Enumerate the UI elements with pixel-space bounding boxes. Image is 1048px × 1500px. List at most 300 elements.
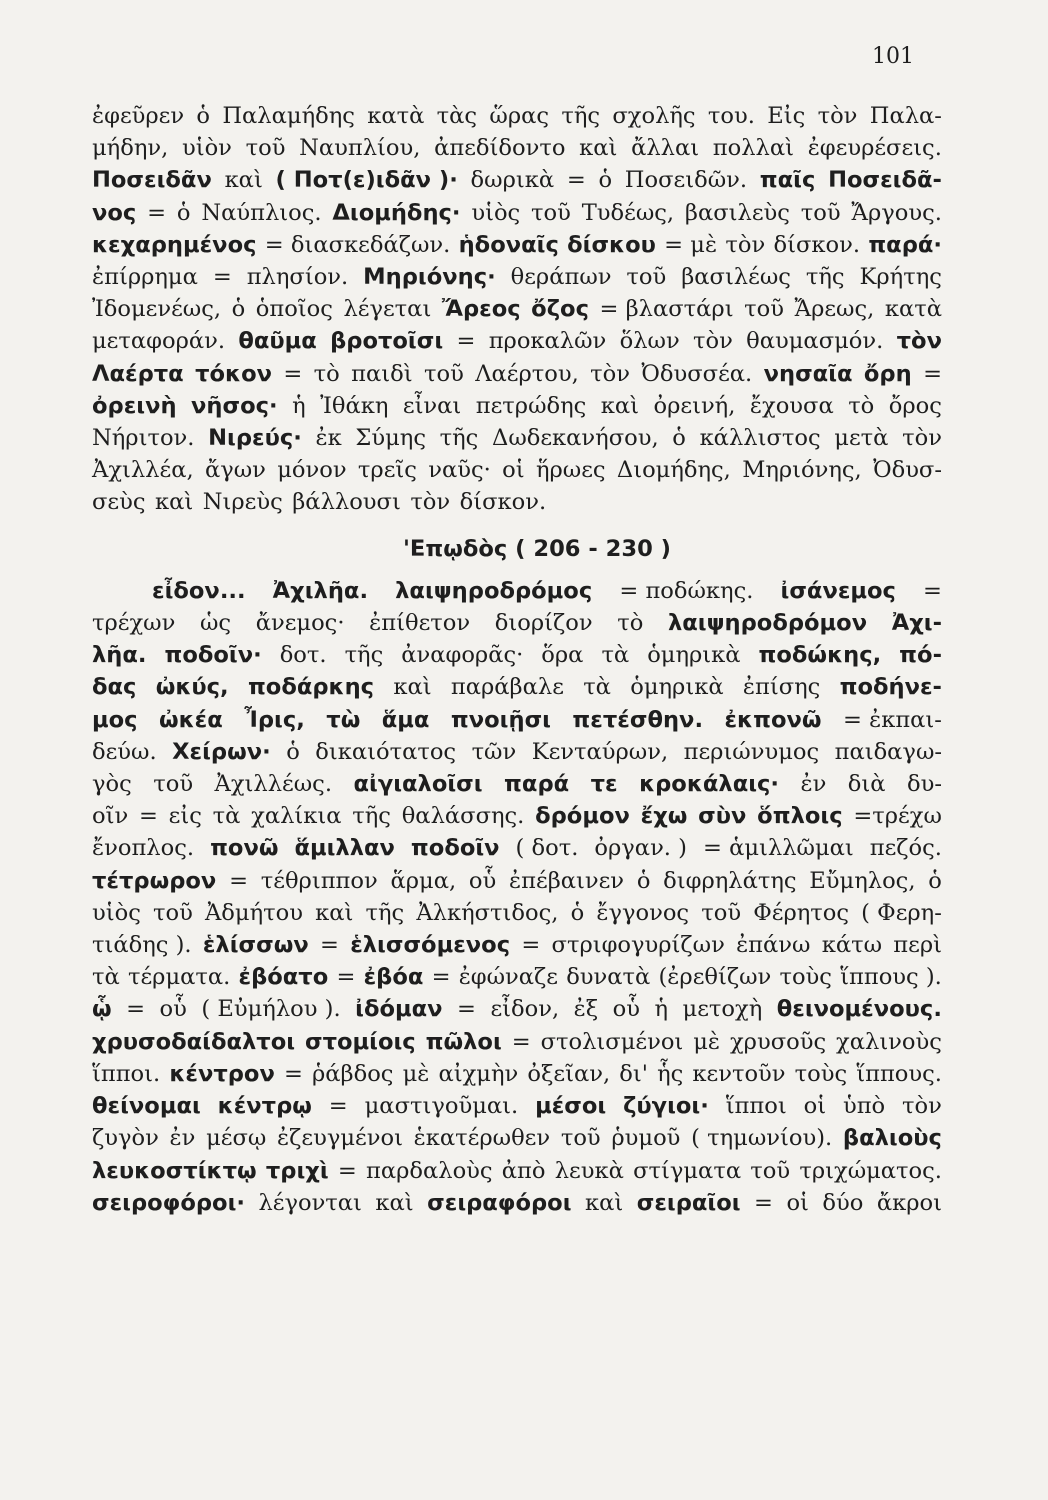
- bold-term: ποδήνε-: [839, 674, 942, 701]
- word: δι': [619, 1060, 648, 1087]
- word: Μηριόνης,: [742, 457, 862, 484]
- bold-term: ἑλίσσων: [202, 932, 309, 959]
- word: ἐξ: [573, 996, 599, 1023]
- bold-term: ποδοῖν·: [164, 642, 262, 669]
- word: Σύμης: [355, 425, 426, 452]
- word: τὸν: [902, 1093, 942, 1120]
- word: μέσῳ: [206, 1125, 267, 1152]
- word: Φέρητος: [753, 899, 850, 926]
- word: παιδὶ: [351, 360, 413, 387]
- word: ὁ: [286, 738, 300, 765]
- word: ἥρωες: [535, 457, 606, 484]
- word: =: [566, 167, 586, 194]
- text-line: [92, 639, 942, 671]
- bold-term: ὄρη: [863, 360, 912, 387]
- word: =: [320, 932, 339, 959]
- word: παράβαλε: [450, 674, 564, 701]
- word: τῆς: [352, 803, 391, 830]
- text-line: [92, 293, 942, 325]
- page-number: 101: [872, 44, 914, 69]
- word: ἄγων: [204, 457, 266, 484]
- word: ἀπὸ: [501, 1157, 546, 1184]
- word: ἐφεῦρεν: [92, 103, 185, 129]
- word: διορίζον: [494, 610, 593, 637]
- word: ὁ: [598, 167, 613, 194]
- word: ὅρα: [541, 642, 584, 669]
- word: μόνον: [277, 457, 347, 484]
- word: τιάδης ).: [92, 932, 192, 959]
- word: τοῦ: [531, 199, 571, 226]
- bold-term: ἔχω: [640, 803, 688, 830]
- word: στολισμένοι: [540, 1028, 684, 1055]
- bold-term: ᾧ: [92, 996, 112, 1023]
- word: ὁ: [176, 199, 191, 226]
- word: τοῦ: [560, 1125, 601, 1152]
- bold-term: πῶλοι: [425, 1028, 502, 1055]
- text-line: [92, 897, 942, 929]
- word: = μὲ: [664, 231, 718, 258]
- word: οἱ: [786, 1189, 809, 1216]
- word: δυ-: [907, 771, 942, 798]
- word: Κενταύρων,: [531, 738, 669, 765]
- bold-term: θείνομαι: [92, 1093, 201, 1120]
- word: Ἰθάκη: [320, 392, 389, 419]
- word: μεταφοράν.: [92, 328, 226, 355]
- bold-term: τόκον: [195, 360, 272, 387]
- word: τῶν: [471, 738, 517, 765]
- bold-term: σὺν: [698, 803, 747, 830]
- word: Ἰδομενέως,: [92, 296, 222, 323]
- bold-term: νησαῖα: [763, 360, 853, 387]
- word: ἐφευρέσεις.: [807, 135, 942, 162]
- word: ὁ: [928, 867, 942, 894]
- word: τέθριππον: [260, 867, 378, 894]
- text-line: [92, 993, 942, 1025]
- word: Ἀχιλλέως.: [214, 771, 333, 798]
- word: τὸ: [848, 392, 875, 419]
- word: Ἀχιλλέα,: [92, 457, 194, 484]
- bold-term: Λαέρτα: [92, 360, 184, 387]
- bold-term: τε: [590, 771, 618, 798]
- word: οἱ: [803, 1093, 827, 1120]
- word: κάλλιστος: [699, 425, 821, 452]
- word: =: [337, 1157, 357, 1184]
- bold-term: ἐκπονῶ: [724, 706, 822, 733]
- bold-term: ( Ποτ(ε)ιδᾶν )·: [275, 167, 458, 194]
- word: Τυδέως,: [581, 199, 675, 226]
- word: ὁποῖος: [255, 296, 333, 323]
- word: ὥρας: [489, 103, 550, 129]
- word: =: [511, 1028, 531, 1055]
- bold-term: ζύγιοι·: [623, 1093, 709, 1120]
- word: ὀργαν. ): [594, 835, 687, 862]
- bold-term: εἶδον...: [152, 577, 246, 604]
- word: δύο: [822, 1189, 864, 1216]
- word: τοῦ: [800, 199, 841, 226]
- word: παρδαλοὺς: [366, 1157, 493, 1184]
- word: τῆς: [365, 899, 405, 926]
- word: ἐζευγμένοι: [277, 1125, 403, 1152]
- bold-term: ἐβόα: [363, 964, 424, 991]
- word: Ναυπλίου,: [299, 135, 421, 162]
- word: ἅρμα,: [390, 867, 457, 894]
- text-line: [92, 358, 942, 390]
- bold-term: Μηριόνης·: [363, 264, 496, 291]
- text-line: [92, 768, 942, 800]
- word: λέγεται: [343, 296, 432, 323]
- word: τοῦ: [744, 296, 784, 323]
- word: καὶ: [393, 674, 432, 701]
- word: ὁ: [231, 296, 246, 323]
- word: τοῦ: [701, 899, 742, 926]
- word: δεύω.: [92, 738, 157, 765]
- bold-term: ἑλισσόμενος: [350, 932, 511, 959]
- word: =: [283, 1060, 303, 1087]
- bold-term: ποδοῖν: [410, 835, 500, 862]
- word: =: [212, 264, 232, 291]
- text-line: [92, 164, 942, 196]
- word: Ὀδυσσέα.: [641, 360, 753, 387]
- word: ὑπὸ: [842, 1093, 886, 1120]
- bold-term: Ποσειδᾶν: [92, 167, 212, 194]
- word: ἔχουσα: [749, 392, 834, 419]
- word: περιώνυμος: [683, 738, 820, 765]
- text-line: [92, 832, 942, 864]
- word: οὗ: [468, 867, 497, 894]
- word: Παλαμήδης: [222, 103, 355, 129]
- word: =: [229, 867, 248, 894]
- word: μετοχὴ: [682, 996, 763, 1023]
- bold-term: Νιρεύς·: [208, 425, 302, 452]
- text-line: [92, 1058, 942, 1090]
- word: τοῦ: [750, 1157, 791, 1184]
- text-line: [92, 800, 942, 832]
- word: ἐπίσης: [742, 674, 821, 701]
- word: ἄκροι: [876, 1189, 942, 1216]
- text-line: [92, 1187, 942, 1219]
- word: ὀρεινή,: [653, 392, 736, 419]
- word: Νήριτον.: [92, 425, 195, 452]
- word: αἰχμὴν: [438, 1060, 519, 1087]
- bold-term: ἐβόατο: [238, 964, 329, 991]
- word: κατὰ: [367, 103, 425, 129]
- word: σεὺς: [92, 489, 146, 516]
- word: ἐπέβαινεν: [509, 867, 625, 894]
- bold-term: Χείρων·: [172, 738, 271, 765]
- bold-term: ποδώκης,: [758, 642, 882, 669]
- word: ἐφώναζε: [458, 964, 558, 991]
- word: δίσκον.: [459, 489, 547, 516]
- word: τῆς: [561, 103, 601, 129]
- word: ( τημωνίου).: [691, 1125, 833, 1152]
- bold-term: δρόμον: [535, 803, 630, 830]
- word: θεράπων: [510, 264, 612, 291]
- word: παιδαγω-: [834, 738, 942, 765]
- word: γὸς: [92, 771, 132, 798]
- word: οὗ: [612, 996, 641, 1023]
- word: ὁ: [636, 867, 651, 894]
- word: τὸν: [590, 360, 630, 387]
- word: τοῦ: [153, 771, 194, 798]
- word: ναῦς·: [428, 457, 491, 484]
- word: στριφογυρίζων: [551, 932, 725, 959]
- word: τὰς: [436, 103, 478, 129]
- bold-term: ἰδόμαν: [355, 996, 443, 1023]
- word: κάτω: [821, 932, 883, 959]
- word: του.: [707, 103, 755, 129]
- word: ὀξεῖαν,: [527, 1060, 611, 1087]
- word: τρεῖς: [357, 457, 417, 484]
- word: ἵπποι.: [92, 1060, 161, 1087]
- bold-term: Ἀχι-: [891, 610, 942, 637]
- word: πετρώδης: [475, 392, 587, 419]
- word: θαυμασμόν.: [746, 328, 884, 355]
- bold-term: βαλιοὺς: [842, 1125, 942, 1152]
- word: τριχώματος.: [799, 1157, 942, 1184]
- word: Λαέρτου,: [475, 360, 579, 387]
- word: Κρήτης: [859, 264, 942, 291]
- word: =: [126, 996, 146, 1023]
- word: Εὔμηλος,: [809, 867, 916, 894]
- bold-term: ὠκέα: [158, 706, 223, 733]
- text-line: [92, 422, 942, 454]
- word: ( Φερη-: [861, 899, 942, 926]
- word: μαστιγοῦμαι.: [364, 1093, 519, 1120]
- text-line: [92, 100, 942, 132]
- word: πλησίον.: [246, 264, 349, 291]
- bold-term: κεχαρημένος: [92, 231, 257, 258]
- word: = βλαστάρι: [599, 296, 734, 323]
- word: ἐν: [169, 1125, 196, 1152]
- bold-term: αἰγιαλοῖσι: [353, 771, 483, 798]
- word: ὡς: [199, 610, 232, 637]
- word: ( Εὐμήλου ).: [201, 996, 341, 1023]
- text-line: [92, 229, 942, 261]
- bold-term: τὼ: [326, 706, 361, 733]
- word: ἀπεδίδοντο: [434, 135, 566, 162]
- bold-term: νος: [92, 199, 137, 226]
- word: στίγματα: [633, 1157, 742, 1184]
- word: τὰ: [92, 964, 120, 991]
- text-line: [92, 1026, 942, 1058]
- word: =: [456, 328, 476, 355]
- text-line: [92, 132, 942, 164]
- section-heading: 'Επῳδὸς ( 206 - 230 ): [403, 535, 671, 562]
- bold-term: μος: [92, 706, 138, 733]
- bold-term: κέντρῳ: [217, 1093, 312, 1120]
- word: =: [521, 932, 541, 959]
- word: καὶ: [585, 1189, 624, 1216]
- word: βασιλεὺς: [684, 199, 790, 226]
- text-line: [92, 325, 942, 357]
- bold-term: ὅπλοις: [757, 803, 843, 830]
- word: Διομήδης,: [616, 457, 731, 484]
- word: οῖν: [92, 803, 129, 830]
- word: ( δοτ.: [515, 835, 579, 862]
- word: ὄρος: [888, 392, 942, 419]
- word: Ναύπλιος.: [201, 199, 322, 226]
- word: ὅλων: [619, 328, 680, 355]
- bold-term: ὀρεινὴ: [92, 392, 177, 419]
- word: τῆς: [439, 425, 479, 452]
- text-line: [92, 261, 942, 293]
- text-line: [92, 671, 942, 703]
- bold-term: στομίοις: [305, 1028, 416, 1055]
- word: ἵππους.: [856, 1060, 942, 1087]
- word: οἱ: [502, 457, 525, 484]
- bold-term: παρά·: [868, 231, 942, 258]
- word: =: [923, 360, 942, 387]
- word: τοὺς: [794, 1060, 848, 1087]
- word: (ἐρεθίζων: [658, 964, 772, 991]
- bold-term: ὄζος: [531, 296, 589, 323]
- bold-term: παρά: [504, 771, 570, 798]
- word: =: [431, 964, 451, 991]
- bold-term: σειραῖοι: [636, 1189, 741, 1216]
- word: ἵπποι: [725, 1093, 787, 1120]
- word: μετὰ: [834, 425, 889, 452]
- word: ἧς: [657, 1060, 684, 1087]
- word: ἡ: [654, 996, 669, 1023]
- word: ὁ: [570, 899, 585, 926]
- bold-term: ὠκύς,: [155, 674, 229, 701]
- text-line: [92, 390, 942, 422]
- word: καὶ: [375, 1189, 414, 1216]
- bold-term: μέσοι: [535, 1093, 607, 1120]
- word: ἐπίθετον: [369, 610, 471, 637]
- word: ἄλλαι: [631, 135, 700, 162]
- bold-term: ποδάρκης: [247, 674, 375, 701]
- word: Ἀλκήστιδος,: [416, 899, 559, 926]
- word: τὰ: [212, 803, 241, 830]
- bold-term: πνοιῇσι: [450, 706, 551, 733]
- word: κεντοῦν: [692, 1060, 786, 1087]
- word: καὶ: [224, 167, 263, 194]
- word: ἐπάνω: [736, 932, 811, 959]
- word: τὸν: [725, 231, 766, 258]
- bold-term: πετέσθην.: [572, 706, 704, 733]
- word: τοῦ: [626, 264, 667, 291]
- bold-term: Διομήδης·: [332, 199, 461, 226]
- word: Εἰς: [767, 103, 806, 129]
- word: εἰς: [168, 803, 202, 830]
- bold-term: λευκοστίκτῳ: [92, 1157, 257, 1184]
- text-line: [92, 1090, 942, 1122]
- word: δωρικὰ: [470, 167, 555, 194]
- bold-term: Ἄρεος: [441, 296, 521, 323]
- word: =: [457, 996, 476, 1023]
- text-line: [92, 1122, 942, 1154]
- bold-term: λαιψηροδρόμος: [395, 577, 593, 604]
- word: =: [336, 964, 356, 991]
- word: θαλάσσης.: [401, 803, 525, 830]
- word: =: [147, 199, 167, 226]
- text-line: [92, 486, 942, 518]
- text-line: [92, 197, 942, 229]
- word: ἔγγονος: [596, 899, 690, 926]
- word: ῥάβδος: [312, 1060, 394, 1087]
- word: μήδην,: [92, 135, 169, 162]
- bold-term: Ἀχιλῆα.: [272, 577, 369, 604]
- text-line: [92, 454, 942, 486]
- word: λέγονται: [258, 1189, 362, 1216]
- word: Ποσειδῶν.: [624, 167, 748, 194]
- word: ὁμηρικὰ: [647, 642, 741, 669]
- word: μὲ: [693, 1028, 721, 1055]
- text-line: [92, 865, 942, 897]
- word: πολλαὶ: [712, 135, 794, 162]
- word: ἀναφορᾶς·: [401, 642, 524, 669]
- word: ἡ: [292, 392, 306, 419]
- word: χαλινοὺς: [836, 1028, 942, 1055]
- text-line: [92, 607, 942, 639]
- word: τοῦ: [153, 899, 193, 926]
- bold-term: ἅμιλλαν: [294, 835, 395, 862]
- word: τοῦ: [423, 360, 464, 387]
- word: σχολῆς: [612, 103, 696, 129]
- word: =: [283, 360, 303, 387]
- word: Ἄρεως,: [794, 296, 875, 323]
- bold-term: σειραφόροι: [427, 1189, 572, 1216]
- word: τοὺς: [779, 964, 832, 991]
- bold-term: κέντρον: [169, 1060, 275, 1087]
- word: ἐκ: [315, 425, 342, 452]
- text-line: [92, 704, 942, 736]
- word: δυνατὰ: [566, 964, 651, 991]
- bold-term: ἅμα: [381, 706, 430, 733]
- word: Νιρεὺς: [202, 489, 283, 516]
- word: υἱὸς: [471, 199, 521, 226]
- word: λευκὰ: [554, 1157, 624, 1184]
- bold-term: λῆα.: [92, 642, 147, 669]
- word: ὁ: [196, 103, 211, 129]
- word: Ἄργους.: [851, 199, 942, 226]
- bold-term: ἰσάνεμος: [780, 577, 896, 604]
- word: = διασκεδάζων.: [264, 231, 451, 258]
- bold-term: δίσκου: [567, 231, 656, 258]
- word: δικαιότατος: [315, 738, 457, 765]
- bold-term: θαῦμα: [238, 328, 317, 355]
- text-line: [92, 736, 942, 768]
- word: δίσκον.: [773, 231, 861, 258]
- word: διφρηλάτης: [663, 867, 797, 894]
- word: τὸν: [817, 103, 858, 129]
- word: καὶ: [155, 489, 194, 516]
- word: τὸν: [902, 425, 942, 452]
- bold-term: τέτρωρον: [92, 867, 217, 894]
- word: τῆς: [805, 264, 845, 291]
- word: τοῦ: [245, 135, 286, 162]
- word: ἵππους ).: [840, 964, 942, 991]
- word: καὶ: [600, 392, 640, 419]
- word: Ὀδυσ-: [873, 457, 942, 484]
- word: χαλίκια: [251, 803, 342, 830]
- word: ἄνεμος·: [255, 610, 345, 637]
- word: τῆς: [344, 642, 384, 669]
- word: ζυγὸν: [92, 1125, 159, 1152]
- bold-term: τὸν: [896, 328, 942, 355]
- bold-term: πό-: [899, 642, 942, 669]
- word: εἶναι: [402, 392, 462, 419]
- bold-term: παῖς: [759, 167, 816, 194]
- word: καὶ: [579, 135, 618, 162]
- word: =: [328, 1093, 348, 1120]
- word: =: [754, 1189, 773, 1216]
- word: ἑκατέρωθεν: [413, 1125, 551, 1152]
- word: =: [138, 803, 158, 830]
- word: οὗ: [159, 996, 187, 1023]
- body-text: [92, 100, 942, 1219]
